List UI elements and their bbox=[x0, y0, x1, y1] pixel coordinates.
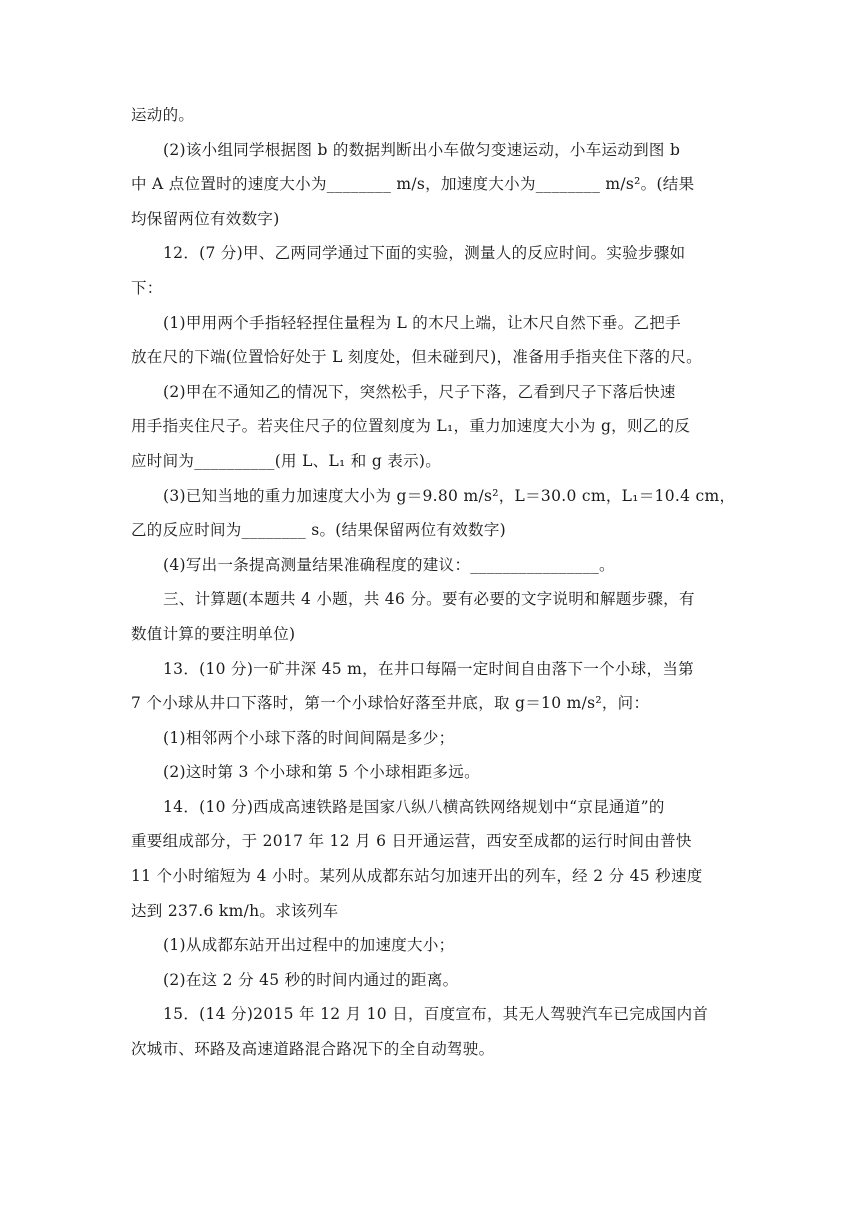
text-line: 用手指夹住尺子。若夹住尺子的位置刻度为 L₁，重力加速度大小为 g，则乙的反 bbox=[131, 417, 691, 436]
text-line: 运动的。 bbox=[131, 106, 195, 124]
text-line: (1)甲用两个手指轻轻捏住量程为 L 的木尺上端，让木尺自然下垂。乙把手 bbox=[163, 313, 681, 332]
text-line: 7 个小球从井口下落时，第一个小球恰好落至井底，取 g＝10 m/s²，问： bbox=[131, 694, 650, 713]
text-line: 数值计算的要注明单位) bbox=[131, 624, 296, 643]
question-15-heading: 15．(14 分)2015 年 12 月 10 日，百度宣布，其无人驾驶汽车已完成国内首 bbox=[163, 1005, 709, 1024]
section-heading: 三、计算题(本题共 4 小题，共 46 分。要有必要的文字说明和解题步骤，有 bbox=[163, 590, 695, 609]
text-line: 重要组成部分，于 2017 年 12 月 6 日开通运营，西安至成都的运行时间由普快 bbox=[131, 832, 692, 851]
text-line: 下： bbox=[131, 278, 163, 297]
text-line: (1)相邻两个小球下落的时间间隔是多少； bbox=[163, 728, 455, 747]
text-line: 达到 237.6 km/h。求该列车 bbox=[131, 901, 339, 920]
text-line: 乙的反应时间为________ s。(结果保留两位有效数字) bbox=[131, 521, 506, 540]
text-line: 均保留两位有效数字) bbox=[131, 209, 280, 228]
document-body bbox=[131, 98, 739, 1067]
question-13-heading: 13．(10 分)一矿井深 45 m，在井口每隔一定时间自由落下一个小球，当第 bbox=[163, 659, 694, 678]
text-line: (3)已知当地的重力加速度大小为 g＝9.80 m/s²，L＝30.0 cm，L₁＝10.4 cm， bbox=[163, 486, 736, 505]
text-line: (2)这时第 3 个小球和第 5 个小球相距多远。 bbox=[163, 763, 480, 782]
text-line: 放在尺的下端(位置恰好处于 L 刻度处，但未碰到尺)，准备用手指夹住下落的尺。 bbox=[131, 348, 702, 367]
text-line: 次城市、环路及高速道路混合路况下的全自动驾驶。 bbox=[131, 1040, 495, 1059]
text-line: 11 个小时缩短为 4 小时。某列从成都东站匀加速开出的列车，经 2 分 45 秒速度 bbox=[131, 867, 703, 886]
text-line: (4)写出一条提高测量结果准确程度的建议：________________。 bbox=[163, 555, 615, 574]
text-line: 中 A 点位置时的速度大小为________ m/s，加速度大小为________ m/s²。(结果 bbox=[131, 175, 695, 194]
question-12-heading: 12．(7 分)甲、乙两同学通过下面的实验，测量人的反应时间。实验步骤如 bbox=[163, 244, 686, 263]
text-line: (1)从成都东站开出过程中的加速度大小； bbox=[163, 936, 455, 955]
text-line: (2)在这 2 分 45 秒的时间内通过的距离。 bbox=[163, 970, 459, 989]
text-line: 应时间为__________(用 L、L₁ 和 g 表示)。 bbox=[131, 451, 442, 470]
text-line: (2)甲在不通知乙的情况下，突然松手，尺子下落，乙看到尺子下落后快速 bbox=[163, 382, 676, 401]
text-line: (2)该小组同学根据图 b 的数据判断出小车做匀变速运动，小车运动到图 b bbox=[163, 140, 681, 159]
question-14-heading: 14．(10 分)西成高速铁路是国家八纵八横高铁网络规划中“京昆通道”的 bbox=[163, 797, 665, 816]
